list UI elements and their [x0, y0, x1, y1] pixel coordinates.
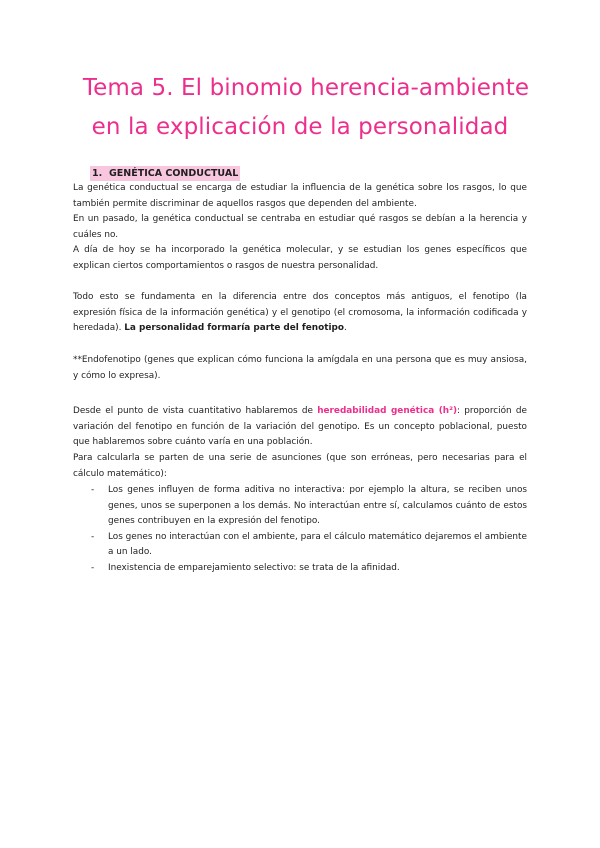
list-dash: -	[91, 562, 95, 573]
paragraph-phenotype	[73, 290, 527, 337]
text-line: explican ciertos comportamientos o rasgos de nuestra personalidad.	[73, 260, 379, 271]
text-line	[73, 321, 527, 337]
heritability-symbol: (h²)	[438, 406, 458, 416]
text-line: a un lado.	[108, 547, 152, 558]
section-heading-text: GENÉTICA CONDUCTUAL	[109, 168, 239, 179]
text-line: cálculo matemático):	[73, 468, 167, 479]
assumptions-list	[73, 483, 527, 577]
list-item	[73, 561, 527, 577]
page-title-line-1: Tema 5. El binomio herencia-ambiente	[82, 75, 530, 101]
text-line: Todo esto se fundamenta en la diferencia entre dos conceptos más antiguos, el fenotipo (la	[73, 292, 527, 302]
text-line: **Endofenotipo (genes que explican cómo funciona la amígdala en una persona que es muy ansiosa,	[73, 355, 527, 365]
text-span: .	[343, 323, 347, 334]
text-line: genes contribuyen en la expresión del fenotipo.	[108, 516, 320, 527]
paragraph-past	[73, 212, 527, 243]
text-line: genes, unos se superponen a los demás. No interactúan entre sí, calculamos cuánto de estos	[108, 500, 527, 511]
bold-statement: La personalidad formaría parte del fenotipo	[124, 323, 344, 334]
paragraph-assumptions	[73, 451, 527, 482]
paragraph-endophenotype	[73, 353, 527, 384]
text-line: Inexistencia de emparejamiento selectivo: se trata de la afinidad.	[108, 562, 400, 573]
list-item	[73, 483, 527, 530]
text-line: La genética conductual se encarga de estudiar la influencia de la genética sobre los rasgos, lo que	[73, 183, 527, 193]
page-title-line-2: en la explicación de la personalidad	[91, 114, 509, 140]
paragraph-intro	[73, 181, 527, 212]
list-item	[73, 530, 527, 561]
text-line: cuáles no.	[73, 229, 119, 240]
section-heading	[90, 166, 240, 181]
paragraph-heritability	[73, 404, 527, 451]
list-dash: -	[91, 485, 95, 495]
paragraph-today	[73, 243, 527, 274]
text-line: En un pasado, la genética conductual se centraba en estudiar qué rasgos se debían a la herencia y	[73, 214, 527, 224]
section-number: 1.	[92, 168, 103, 179]
text-line: Para calcularla se parten de una serie de asunciones (que son erróneas, pero necesarias para el	[73, 453, 527, 463]
text-line: Los genes influyen de forma aditiva no interactiva: por ejemplo la altura, se reciben unos	[108, 485, 527, 495]
text-span: Desde el punto de vista cuantitativo hablaremos de	[73, 406, 318, 416]
text-line: también permite discriminar de aquellos rasgos que dependen del ambiente.	[73, 198, 417, 209]
text-line: Los genes no interactúan con el ambiente, para el cálculo matemático dejaremos el ambiente	[108, 531, 527, 542]
list-dash: -	[91, 531, 95, 542]
text-line: y cómo lo expresa).	[73, 370, 161, 381]
text-line: que hablaremos sobre cuánto varía en una población.	[73, 437, 313, 448]
highlight-term	[317, 406, 457, 416]
text-line: A día de hoy se ha incorporado la genética molecular, y se estudian los genes específicos que	[73, 245, 527, 255]
text-line	[73, 404, 527, 420]
text-line: variación del fenotipo en función de la variación del genotipo. Es un concepto poblacional, puesto	[73, 421, 527, 432]
text-line: expresión física de la información genética) y el genotipo (el cromosoma, la información codificada y	[73, 307, 527, 318]
text-span: heredada).	[73, 323, 125, 334]
highlight-term-text: heredabilidad genética	[317, 406, 435, 416]
text-span: : proporción de	[457, 406, 527, 416]
